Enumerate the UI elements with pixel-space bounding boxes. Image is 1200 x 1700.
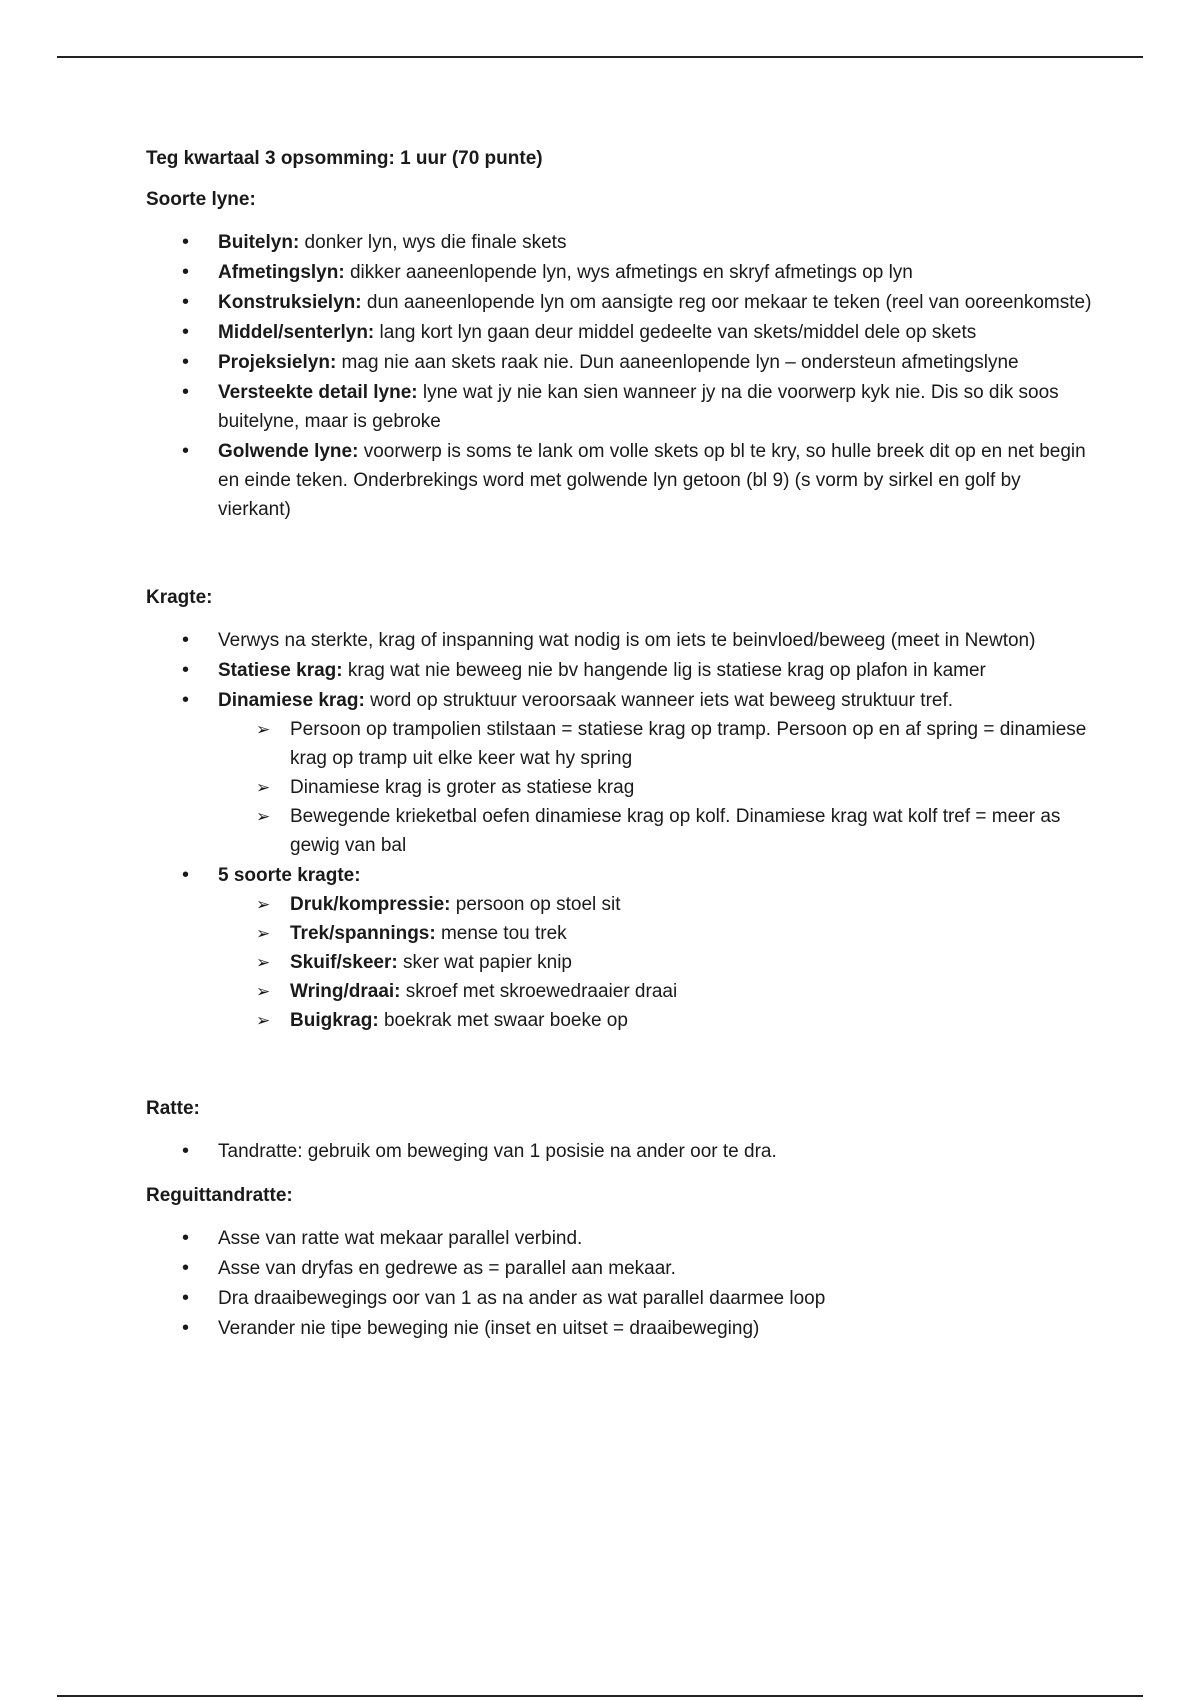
sub-list-item	[290, 1006, 1096, 1035]
list-item	[218, 228, 1096, 257]
heading-kragte: Kragte:	[146, 587, 213, 608]
item-text: voorwerp is soms te lank om volle skets op bl te kry, so hulle breek dit op en net begin en einde teken. Onderbrekings word met golwende lyn getoon (bl 9) (s vorm by sirkel en golf by vierkant)	[218, 441, 1086, 520]
item-label: Druk/kompressie:	[290, 894, 451, 915]
document-page	[146, 144, 1096, 1344]
sublist-soorte-kragte	[218, 890, 1096, 1035]
list-item	[218, 437, 1096, 524]
item-label: Buitelyn:	[218, 232, 300, 253]
item-text: word op struktuur veroorsaak wanneer iets wat beweeg struktuur tref.	[364, 690, 954, 711]
bottom-rule	[57, 1695, 1143, 1697]
heading-soorte-lyne: Soorte lyne:	[146, 189, 256, 210]
list-item	[218, 258, 1096, 287]
item-label: Golwende lyne:	[218, 441, 359, 462]
sub-list-item	[290, 890, 1096, 919]
item-label: 5 soorte kragte:	[218, 865, 361, 886]
list-item: • Verander nie tipe beweging nie (inset en uitset = draaibeweging)	[218, 1314, 1096, 1343]
list-item: • Dra draaibewegings oor van 1 as na ander as wat parallel daarmee loop	[218, 1284, 1096, 1313]
sub-list-item	[290, 919, 1096, 948]
sub-list-item: ➢ Dinamiese krag is groter as statiese krag	[290, 773, 1096, 802]
list-item	[218, 861, 1096, 1035]
list-item	[218, 656, 1096, 685]
heading-ratte: Ratte:	[146, 1098, 200, 1119]
list-item	[218, 288, 1096, 317]
list-item: • Asse van dryfas en gedrewe as = parallel aan mekaar.	[218, 1254, 1096, 1283]
item-text: mag nie aan skets raak nie. Dun aaneenlopende lyn – ondersteun afmetingslyne	[336, 352, 1019, 373]
item-label: Konstruksielyn:	[218, 292, 362, 313]
top-rule	[57, 56, 1143, 58]
item-label: Versteekte detail lyne:	[218, 382, 418, 403]
sub-list-item	[290, 977, 1096, 1006]
item-text: lang kort lyn gaan deur middel gedeelte van skets/middel dele op skets	[374, 322, 977, 343]
list-item: • Asse van ratte wat mekaar parallel verbind.	[218, 1224, 1096, 1253]
item-label: Buigkrag:	[290, 1010, 379, 1031]
item-label: Middel/senterlyn:	[218, 322, 375, 343]
item-text: boekrak met swaar boeke op	[378, 1010, 628, 1031]
item-text: mense tou trek	[435, 923, 567, 944]
item-text: donker lyn, wys die finale skets	[299, 232, 567, 253]
item-label: Afmetingslyn:	[218, 262, 345, 283]
item-text: persoon op stoel sit	[450, 894, 621, 915]
item-text: krag wat nie beweeg nie bv hangende lig is statiese krag op plafon in kamer	[342, 660, 986, 681]
list-item	[218, 378, 1096, 436]
item-text: sker wat papier knip	[397, 952, 572, 973]
item-label: Projeksielyn:	[218, 352, 337, 373]
sub-list-item: ➢ Bewegende krieketbal oefen dinamiese krag op kolf. Dinamiese krag wat kolf tref = meer as gewig van bal	[290, 802, 1096, 860]
item-label: Trek/spannings:	[290, 923, 436, 944]
sub-list-item	[290, 948, 1096, 977]
item-label: Wring/draai:	[290, 981, 401, 1002]
list-soorte-lyne	[146, 228, 1096, 524]
item-label: Dinamiese krag:	[218, 690, 365, 711]
list-reguittandratte	[146, 1224, 1096, 1343]
item-text: skroef met skroewedraaier draai	[400, 981, 678, 1002]
heading-reguittandratte: Reguittandratte:	[146, 1185, 293, 1206]
document-title: Teg kwartaal 3 opsomming: 1 uur (70 punte)	[146, 148, 543, 169]
item-label: Statiese krag:	[218, 660, 343, 681]
list-item	[218, 626, 1096, 655]
list-ratte	[146, 1137, 1096, 1166]
spacer	[146, 1036, 1096, 1094]
item-label: Skuif/skeer:	[290, 952, 398, 973]
sub-list-item: ➢ Persoon op trampolien stilstaan = statiese krag op tramp. Persoon op en af spring = dinamiese krag op tramp uit elke keer wat hy spring	[290, 715, 1096, 773]
list-item	[218, 686, 1096, 860]
item-text: dikker aaneenlopende lyn, wys afmetings en skryf afmetings op lyn	[344, 262, 913, 283]
item-text: dun aaneenlopende lyn om aansigte reg oor mekaar te teken (reel van ooreenkomste)	[361, 292, 1092, 313]
spacer	[146, 525, 1096, 583]
list-kragte	[146, 626, 1096, 1035]
sublist-dinamiese-krag	[218, 715, 1096, 860]
list-item: • Tandratte: gebruik om beweging van 1 posisie na ander oor te dra.	[218, 1137, 1096, 1166]
list-item	[218, 348, 1096, 377]
item-text: lyne wat jy nie kan sien wanneer jy na die voorwerp kyk nie. Dis so dik soos buitelyne, maar is gebroke	[218, 382, 1059, 432]
item-text: Verwys na sterkte, krag of inspanning wat nodig is om iets te beinvloed/beweeg (meet in Newton)	[218, 630, 1036, 651]
list-item	[218, 318, 1096, 347]
spacer	[146, 1167, 1096, 1181]
